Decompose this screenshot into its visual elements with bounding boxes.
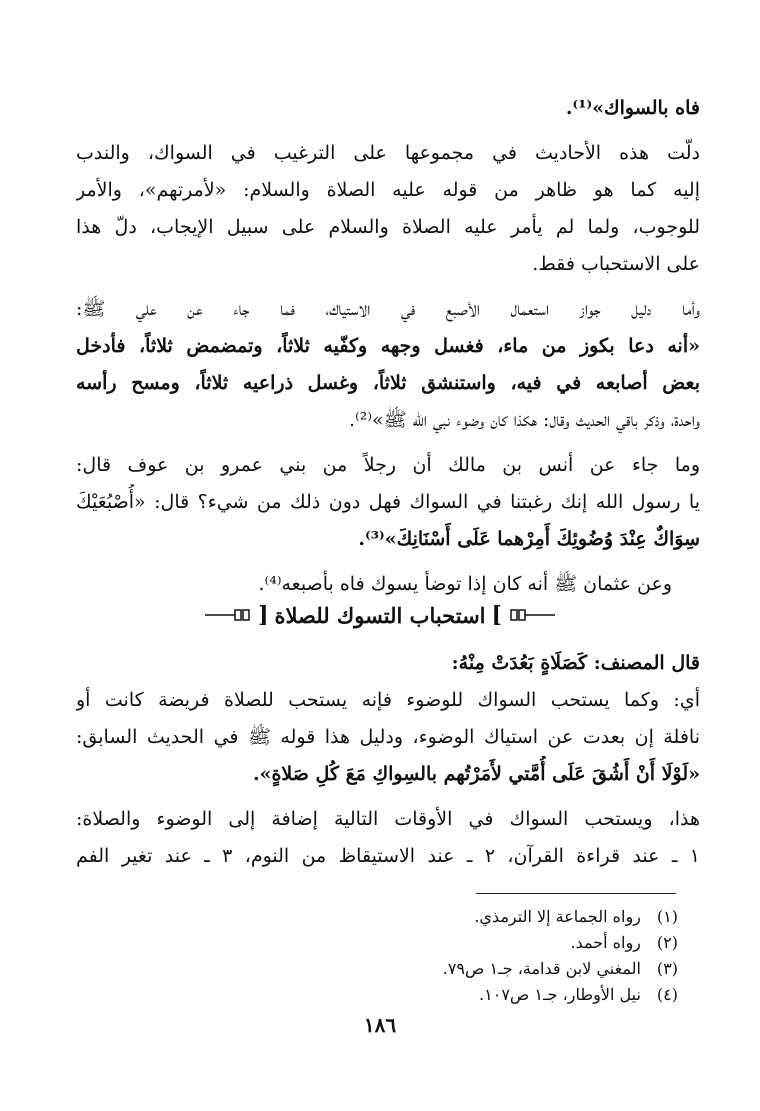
footnote [443,904,678,930]
text-line: وعن عثمان ﷺ أنه كان إذا توضأ يسوك فاه بأصبعه⁽⁴⁾. [258,573,672,595]
text-line: إليه كما هو ظاهر من قوله عليه الصلاة والسلام: «لأمرتهم»، والأمر [76,179,700,201]
footnote-number: (٣) [656,959,678,978]
text-line: وما جاء عن أنس بن مالك أن رجلاً من بني عمرو بن عوف قال: [76,454,700,476]
text-line: هذا، ويستحب السواك في الأوقات التالية إضافة إلى الوضوء والصلاة: [76,808,700,830]
text-line: دلّت هذه الأحاديث في مجموعها على الترغيب في السواك، والندب [76,142,700,164]
footnotes [443,904,678,1008]
footnote-number: (٤) [656,985,678,1004]
text-line: بعض أصابعه في فيه، واستنشق ثلاثاً، وغسل ذراعيه ثلاثاً، ومسح رأسه [76,372,700,394]
text-line: قال المصنف: كَصَلَاةٍ بَعُدَتْ مِنْهُ: [451,652,700,674]
text-line: وأما دليل جواز استعمال الأصبع في الاستياك، فما جاء عن علي ﷺ: [76,298,700,320]
text-line: «أنه دعا بكوز من ماء، فغسل وجهه وكفّيه ثلاثاً، وتمضمض ثلاثاً، فأدخل [76,335,700,357]
text-line: سِوَاكٌ عِنْدَ وُضُوئِكَ أَمِرْهما عَلَى أَسْنَانِكَ»⁽³⁾. [358,528,700,550]
text-line: على الاستحباب فقط. [532,253,700,275]
text-line: للوجوب، ولما لم يأمر عليه الصلاة والسلام على سبيل الإيجاب، دلّ هذا [76,216,700,238]
footnote [443,956,678,982]
text-line: واحدة، وذكر باقي الحديث وقال: هكذا كان وضوء نبي الله ﷺ»⁽²⁾. [349,409,700,431]
footnote-divider [476,893,676,894]
ornament-left-icon [204,608,250,622]
footnote-text: المغني لابن قدامة، جـ١ ص٧٩. [442,959,641,978]
heading-text: استحباب التسوك للصلاة [274,602,486,628]
text-line: فاه بالسواك»⁽¹⁾. [565,97,700,119]
text-line: ١ ـ عند قراءة القرآن، ٢ ـ عند الاستيقاظ من النوم، ٣ ـ عند تغير الفم [76,845,700,867]
footnote [443,930,678,956]
body-text [76,90,700,603]
text-line: «لَوْلَا أَنْ أَشُقَ عَلَى أُمَّتي لأَمَرْتُهم بالسِواكِ مَعَ كُلِ صَلاةٍ». [252,763,700,785]
footnote-number: (٢) [656,933,678,952]
text-line: يا رسول الله إنك رغبتنا في السواك فهل دون ذلك من شيء؟ قال: «أُصْبُعَيْكَ [76,491,700,513]
footnote-text: نيل الأوطار، جـ١ ص١٠٧. [479,985,641,1004]
ornament-right-icon [510,608,556,622]
footnote-number: (١) [656,907,678,926]
footnote [443,982,678,1008]
body-text-lower [76,645,700,875]
section-heading: ] استحباب التسوك للصلاة [ [140,595,620,635]
footnote-text: رواه الجماعة إلا الترمذي. [474,907,641,926]
footnote-text: رواه أحمد. [570,933,641,952]
page-number: ١٨٦ [363,1013,397,1037]
text-line: نافلة إن بعدت عن استياك الوضوء، ودليل هذا قوله ﷺ في الحديث السابق: [76,726,700,748]
text-line: أي: وكما يستحب السواك للوضوء فإنه يستحب للصلاة فريضة كانت أو [76,689,700,711]
